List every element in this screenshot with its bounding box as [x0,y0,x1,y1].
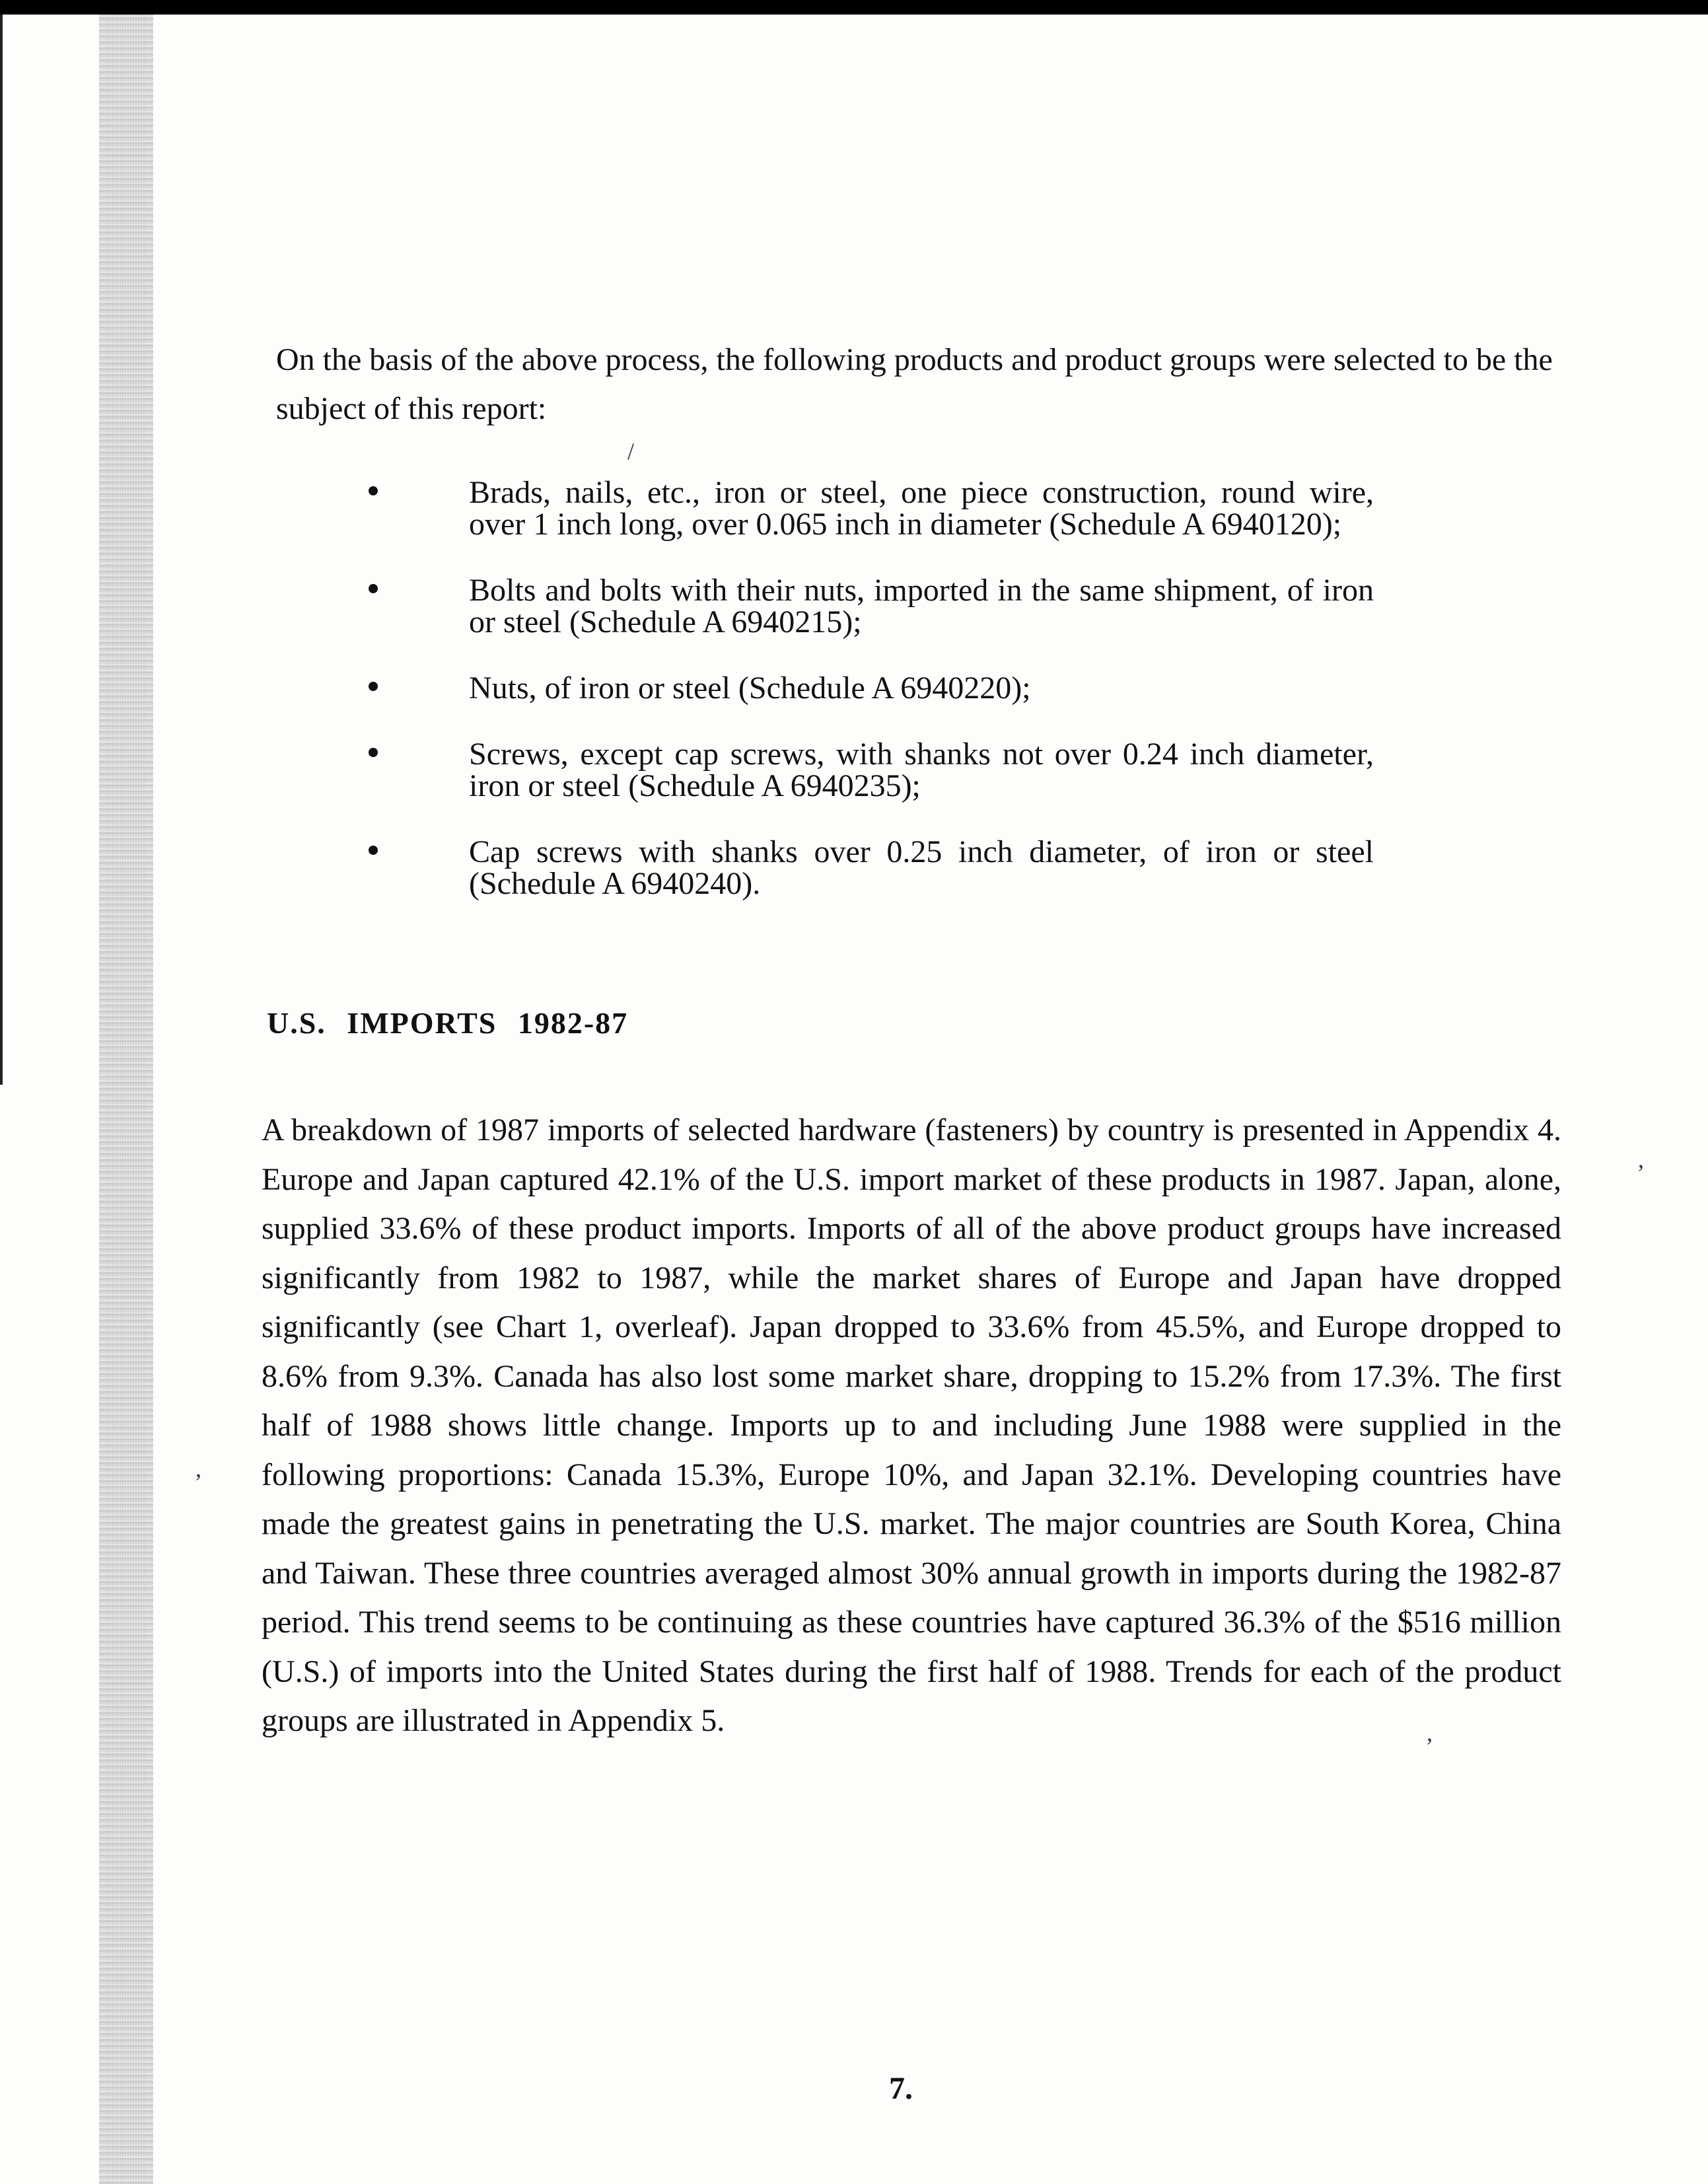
scan-edge-line [0,15,3,1085]
section-heading: U.S. IMPORTS 1982-87 [267,1006,629,1040]
list-item-text: Brads, nails, etc., iron or steel, one piece construction, round wire, over 1 inch long, over 0.065 inch in diameter (Schedule A 6940120); [469,475,1374,542]
list-item-text: Cap screws with shanks over 0.25 inch diameter, of iron or steel (Schedule A 6940240). [469,834,1374,901]
scan-binding-strip [99,15,153,2184]
list-item-text: Screws, except cap screws, with shanks not over 0.24 inch diameter, iron or steel (Schedule A 6940235); [469,737,1374,803]
bullet-icon [369,682,378,691]
list-item-text: Bolts and bolts with their nuts, imported in the same shipment, of iron or steel (Schedule A 6940215); [469,573,1374,639]
scan-speck: , [196,1455,201,1482]
list-item [357,836,1374,900]
product-list [357,477,1374,934]
scan-speck: , [1638,1146,1644,1173]
bullet-icon [369,846,378,855]
bullet-icon [369,584,378,593]
list-item-text: Nuts, of iron or steel (Schedule A 6940220); [469,671,1031,706]
list-item [357,575,1374,638]
document-page [0,15,1708,2184]
bullet-icon [369,748,378,757]
page-number: 7. [889,2071,913,2106]
scan-speck: , [1427,1720,1433,1746]
bullet-icon [369,486,378,495]
list-item [357,739,1374,802]
intro-paragraph: On the basis of the above process, the following products and product groups were selected to be the subject of this report: [276,342,1553,426]
scan-speck: / [627,438,635,464]
list-item [357,477,1374,540]
body-paragraph: A breakdown of 1987 imports of selected hardware (fasteners) by country is presented in Appendix 4. Europe and Japan captured 42.1% of the U.S. import market of these products in 1987. Japan, alone, supplied 33.6% of these product imports. Imports of all of the above product groups have increased significantly from 1982 to 1987, while the market shares of Europe and Japan have dropped significantly (see Chart 1, overleaf). Japan dropped to 33.6% from 45.5%, and Europe dropped to 8.6% from 9.3%. Canada has also lost some market share, dropping to 15.2% from 17.3%. The first half of 1988 shows little change. Imports up to and including June 1988 were supplied in the following proportions: Canada 15.3%, Europe 10%, and Japan 32.1%. Developing countries have made the greatest gains in penetrating the U.S. market. The major countries are South Korea, China and Taiwan. These three countries averaged almost 30% annual growth in imports during the 1982-87 period. This trend seems to be continuing as these countries have captured 36.3% of the $516 million (U.S.) of imports into the United States during the first half of 1988. Trends for each of the product groups are illustrated in Appendix 5. [262,1112,1561,1738]
list-item [357,673,1374,704]
